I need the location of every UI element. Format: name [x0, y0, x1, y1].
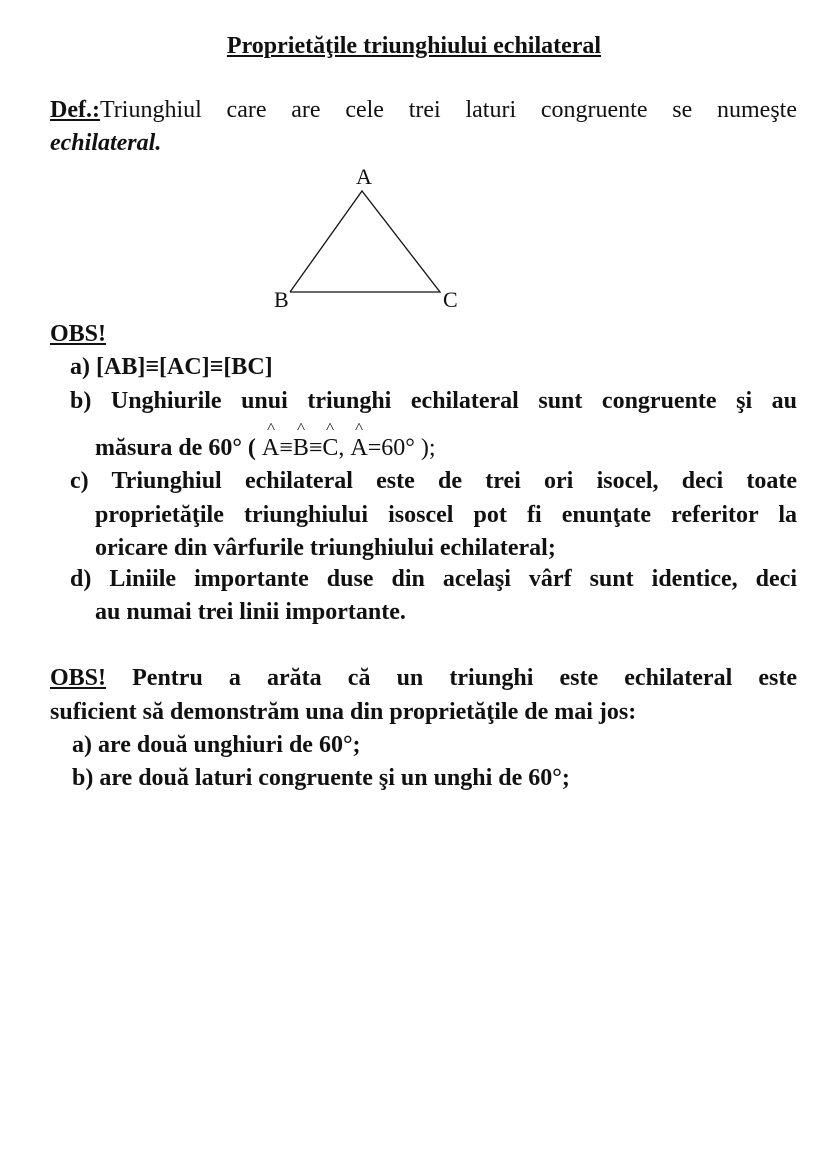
page-title: Proprietăţile triunghiului echilateral — [226, 33, 602, 59]
obs1-item-a: a) [AB]≡[AC]≡[BC] — [70, 354, 273, 380]
obs1-item-b-line2 — [95, 435, 436, 462]
obs1-item-d-line1: d) Liniile importante duse din acelaşi vârf sunt identice, deci — [70, 566, 797, 592]
definition-term: echilateral. — [50, 130, 162, 156]
congruent-sign-2: ≡ — [308, 435, 323, 461]
obs1-item-b-line1: b) Unghiurile unui triunghi echilateral sunt congruente şi au — [70, 388, 797, 414]
angle-text-prefix: măsura de 60° ( — [95, 435, 256, 461]
vertex-c-label: C — [443, 287, 458, 312]
vertex-a-label: A — [356, 164, 372, 189]
obs1-item-d-line2: au numai trei linii importante. — [95, 599, 406, 625]
obs1-item-c-line2: proprietăţile triunghiului isoscel pot fi enunţate referitor la — [95, 502, 797, 528]
obs2-item-b: b) are două laturi congruente şi un unghi de 60°; — [72, 765, 570, 791]
congruent-sign-1: ≡ — [279, 435, 293, 461]
triangle-outline — [290, 191, 440, 292]
angle-value-suffix: =60° ); — [367, 435, 436, 461]
separator-comma: , — [338, 435, 345, 461]
angle-a-symbol-2: ^ A — [350, 435, 367, 462]
obs1-item-c-line1: c) Triunghiul echilateral este de trei ori isocel, deci toate — [70, 468, 797, 494]
definition-text: Triunghiul care are cele trei laturi congruente se numeşte — [99, 97, 797, 123]
vertex-b-label: B — [274, 287, 289, 312]
angle-c-symbol: ^ C — [322, 435, 338, 462]
equilateral-triangle-figure — [280, 185, 450, 297]
obs1-item-c-line3: oricare din vârfurile triunghiului echilateral; — [95, 535, 556, 561]
obs1-heading: OBS! — [50, 321, 107, 347]
obs2-line1 — [50, 665, 797, 692]
obs2-line1-text: Pentru a arăta că un triunghi este echilateral este — [132, 665, 797, 691]
obs2-line2: suficient să demonstrăm una din proprietăţile de mai jos: — [50, 699, 637, 725]
obs2-item-a: a) are două unghiuri de 60°; — [72, 732, 361, 758]
obs2-heading: OBS! — [50, 665, 107, 691]
definition-label: Def.: — [50, 97, 100, 123]
angle-a-symbol: ^ A — [262, 435, 279, 462]
angle-b-symbol: ^ B — [293, 435, 309, 462]
definition-line-1 — [50, 97, 797, 124]
